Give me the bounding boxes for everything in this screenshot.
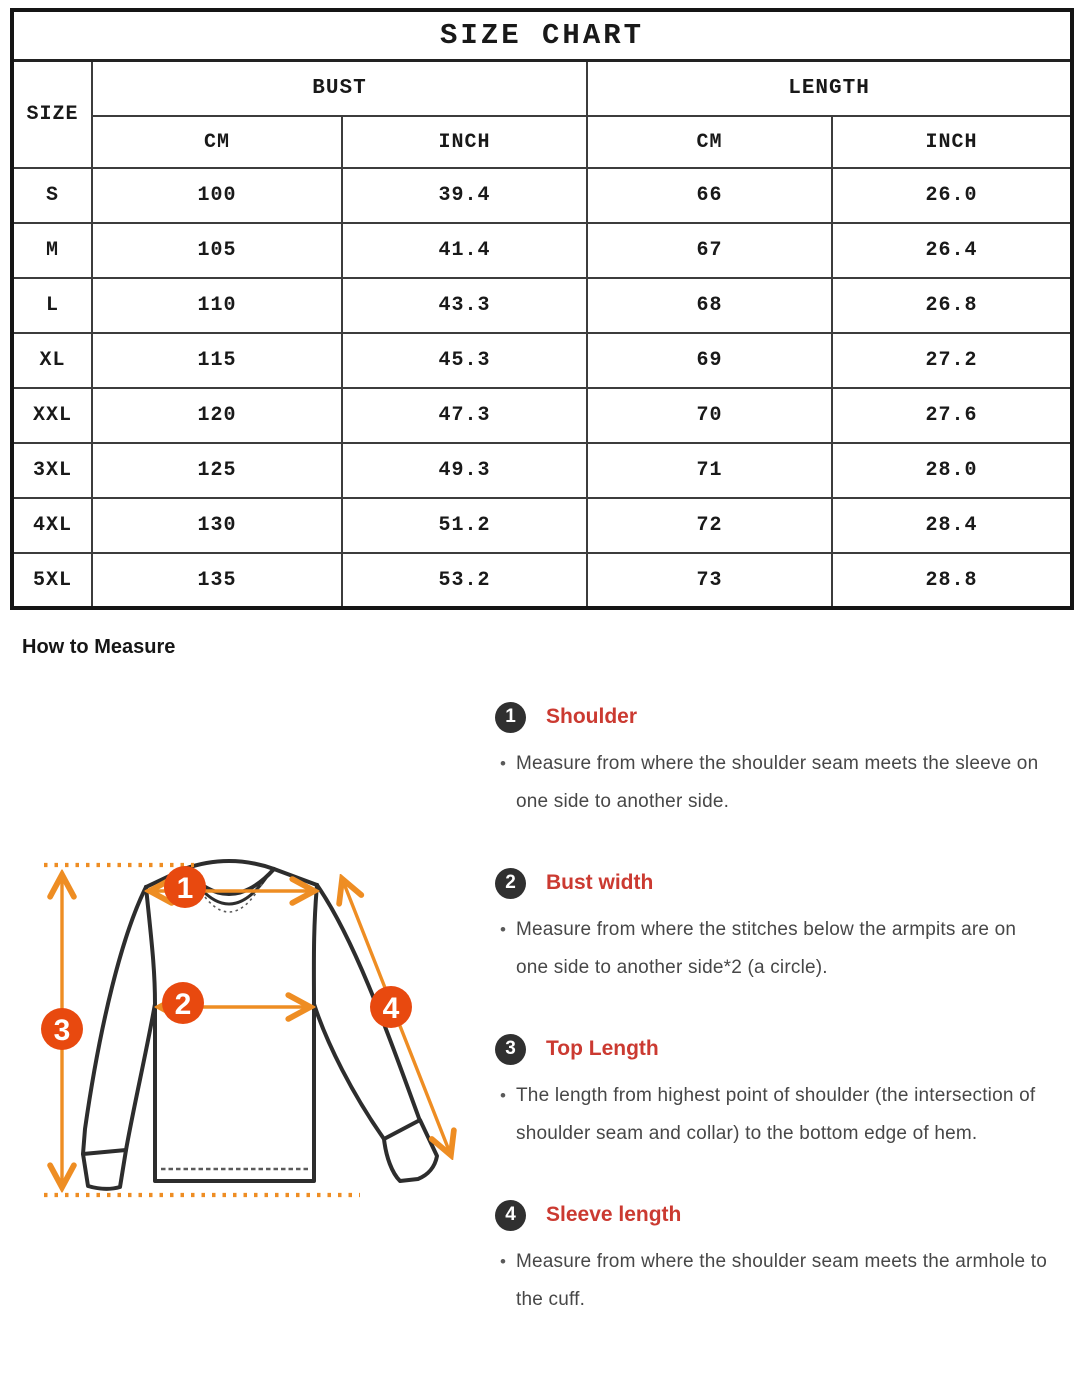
- measure-item-top-length: [495, 1033, 1052, 1153]
- bust-inch: 45.3: [342, 333, 587, 388]
- marker-3-number: 3: [53, 1014, 71, 1047]
- bust-inch: 43.3: [342, 278, 587, 333]
- item-2-badge: 2: [495, 868, 526, 899]
- table-group-header-row: [12, 60, 1072, 116]
- garment-diagram: [0, 701, 495, 1249]
- size-label: XL: [12, 333, 92, 388]
- size-label: 5XL: [12, 553, 92, 608]
- item-2-title: Bust width: [546, 871, 654, 894]
- length-inch: 26.8: [832, 278, 1072, 333]
- table-row: [12, 333, 1072, 388]
- length-group-header: LENGTH: [587, 60, 1072, 116]
- table-row: [12, 223, 1072, 278]
- table-unit-header-row: [12, 116, 1072, 168]
- table-row: [12, 388, 1072, 443]
- size-label: S: [12, 168, 92, 223]
- marker-1-number: 1: [176, 872, 194, 905]
- size-column-header: SIZE: [12, 60, 92, 168]
- length-cm: 71: [587, 443, 832, 498]
- table-title-row: [12, 10, 1072, 60]
- size-label: L: [12, 278, 92, 333]
- marker-4-number: 4: [382, 992, 400, 1025]
- item-1-text: Measure from where the shoulder seam meets the sleeve on one side to another side.: [516, 753, 1039, 812]
- table-row: [12, 553, 1072, 608]
- measure-item-sleeve-length: [495, 1199, 1052, 1319]
- item-1-badge: 1: [495, 702, 526, 733]
- size-label: 3XL: [12, 443, 92, 498]
- bullet-icon: •: [500, 1086, 506, 1105]
- item-3-title: Top Length: [546, 1037, 659, 1060]
- table-row: [12, 443, 1072, 498]
- bust-cm: 125: [92, 443, 342, 498]
- length-inch: 28.4: [832, 498, 1072, 553]
- length-cm: 72: [587, 498, 832, 553]
- bust-cm: 115: [92, 333, 342, 388]
- bust-cm: 110: [92, 278, 342, 333]
- bust-inch: 53.2: [342, 553, 587, 608]
- size-label: XXL: [12, 388, 92, 443]
- item-3-badge: 3: [495, 1034, 526, 1065]
- length-cm: 68: [587, 278, 832, 333]
- size-chart-table: [10, 8, 1074, 610]
- marker-2-number: 2: [174, 988, 192, 1021]
- bust-inch-header: INCH: [342, 116, 587, 168]
- size-label: 4XL: [12, 498, 92, 553]
- length-inch: 28.0: [832, 443, 1072, 498]
- length-inch: 28.8: [832, 553, 1072, 608]
- size-label: M: [12, 223, 92, 278]
- bust-inch: 49.3: [342, 443, 587, 498]
- table-row: [12, 168, 1072, 223]
- bust-cm: 130: [92, 498, 342, 553]
- item-1-title: Shoulder: [546, 705, 638, 728]
- measure-instructions: [495, 701, 1070, 1365]
- length-cm: 69: [587, 333, 832, 388]
- bust-cm-header: CM: [92, 116, 342, 168]
- length-cm: 73: [587, 553, 832, 608]
- bullet-icon: •: [500, 754, 506, 773]
- measure-section: [0, 701, 1080, 1365]
- length-inch: 27.6: [832, 388, 1072, 443]
- bullet-icon: •: [500, 1252, 506, 1271]
- length-inch: 27.2: [832, 333, 1072, 388]
- item-4-title: Sleeve length: [546, 1203, 682, 1226]
- bust-cm: 120: [92, 388, 342, 443]
- measure-item-bust-width: [495, 867, 1052, 987]
- length-cm: 70: [587, 388, 832, 443]
- sweater-measure-diagram-icon: [22, 839, 472, 1249]
- bust-inch: 39.4: [342, 168, 587, 223]
- length-cm-header: CM: [587, 116, 832, 168]
- bust-cm: 105: [92, 223, 342, 278]
- bust-inch: 47.3: [342, 388, 587, 443]
- item-4-text: Measure from where the shoulder seam meets the armhole to the cuff.: [516, 1251, 1047, 1310]
- item-2-text: Measure from where the stitches below the armpits are on one side to another side*2 (a circle).: [516, 919, 1017, 978]
- length-inch: 26.0: [832, 168, 1072, 223]
- item-4-badge: 4: [495, 1200, 526, 1231]
- bust-inch: 51.2: [342, 498, 587, 553]
- length-inch-header: INCH: [832, 116, 1072, 168]
- length-cm: 67: [587, 223, 832, 278]
- bust-inch: 41.4: [342, 223, 587, 278]
- measure-item-shoulder: [495, 701, 1052, 821]
- table-row: [12, 278, 1072, 333]
- bust-cm: 100: [92, 168, 342, 223]
- how-to-measure-heading: How to Measure: [22, 636, 176, 658]
- length-cm: 66: [587, 168, 832, 223]
- bust-group-header: BUST: [92, 60, 587, 116]
- table-row: [12, 498, 1072, 553]
- bullet-icon: •: [500, 920, 506, 939]
- item-3-text: The length from highest point of shoulder (the intersection of shoulder seam and collar) to the bottom edge of hem.: [516, 1085, 1036, 1144]
- bust-cm: 135: [92, 553, 342, 608]
- length-inch: 26.4: [832, 223, 1072, 278]
- table-title: SIZE CHART: [12, 10, 1072, 60]
